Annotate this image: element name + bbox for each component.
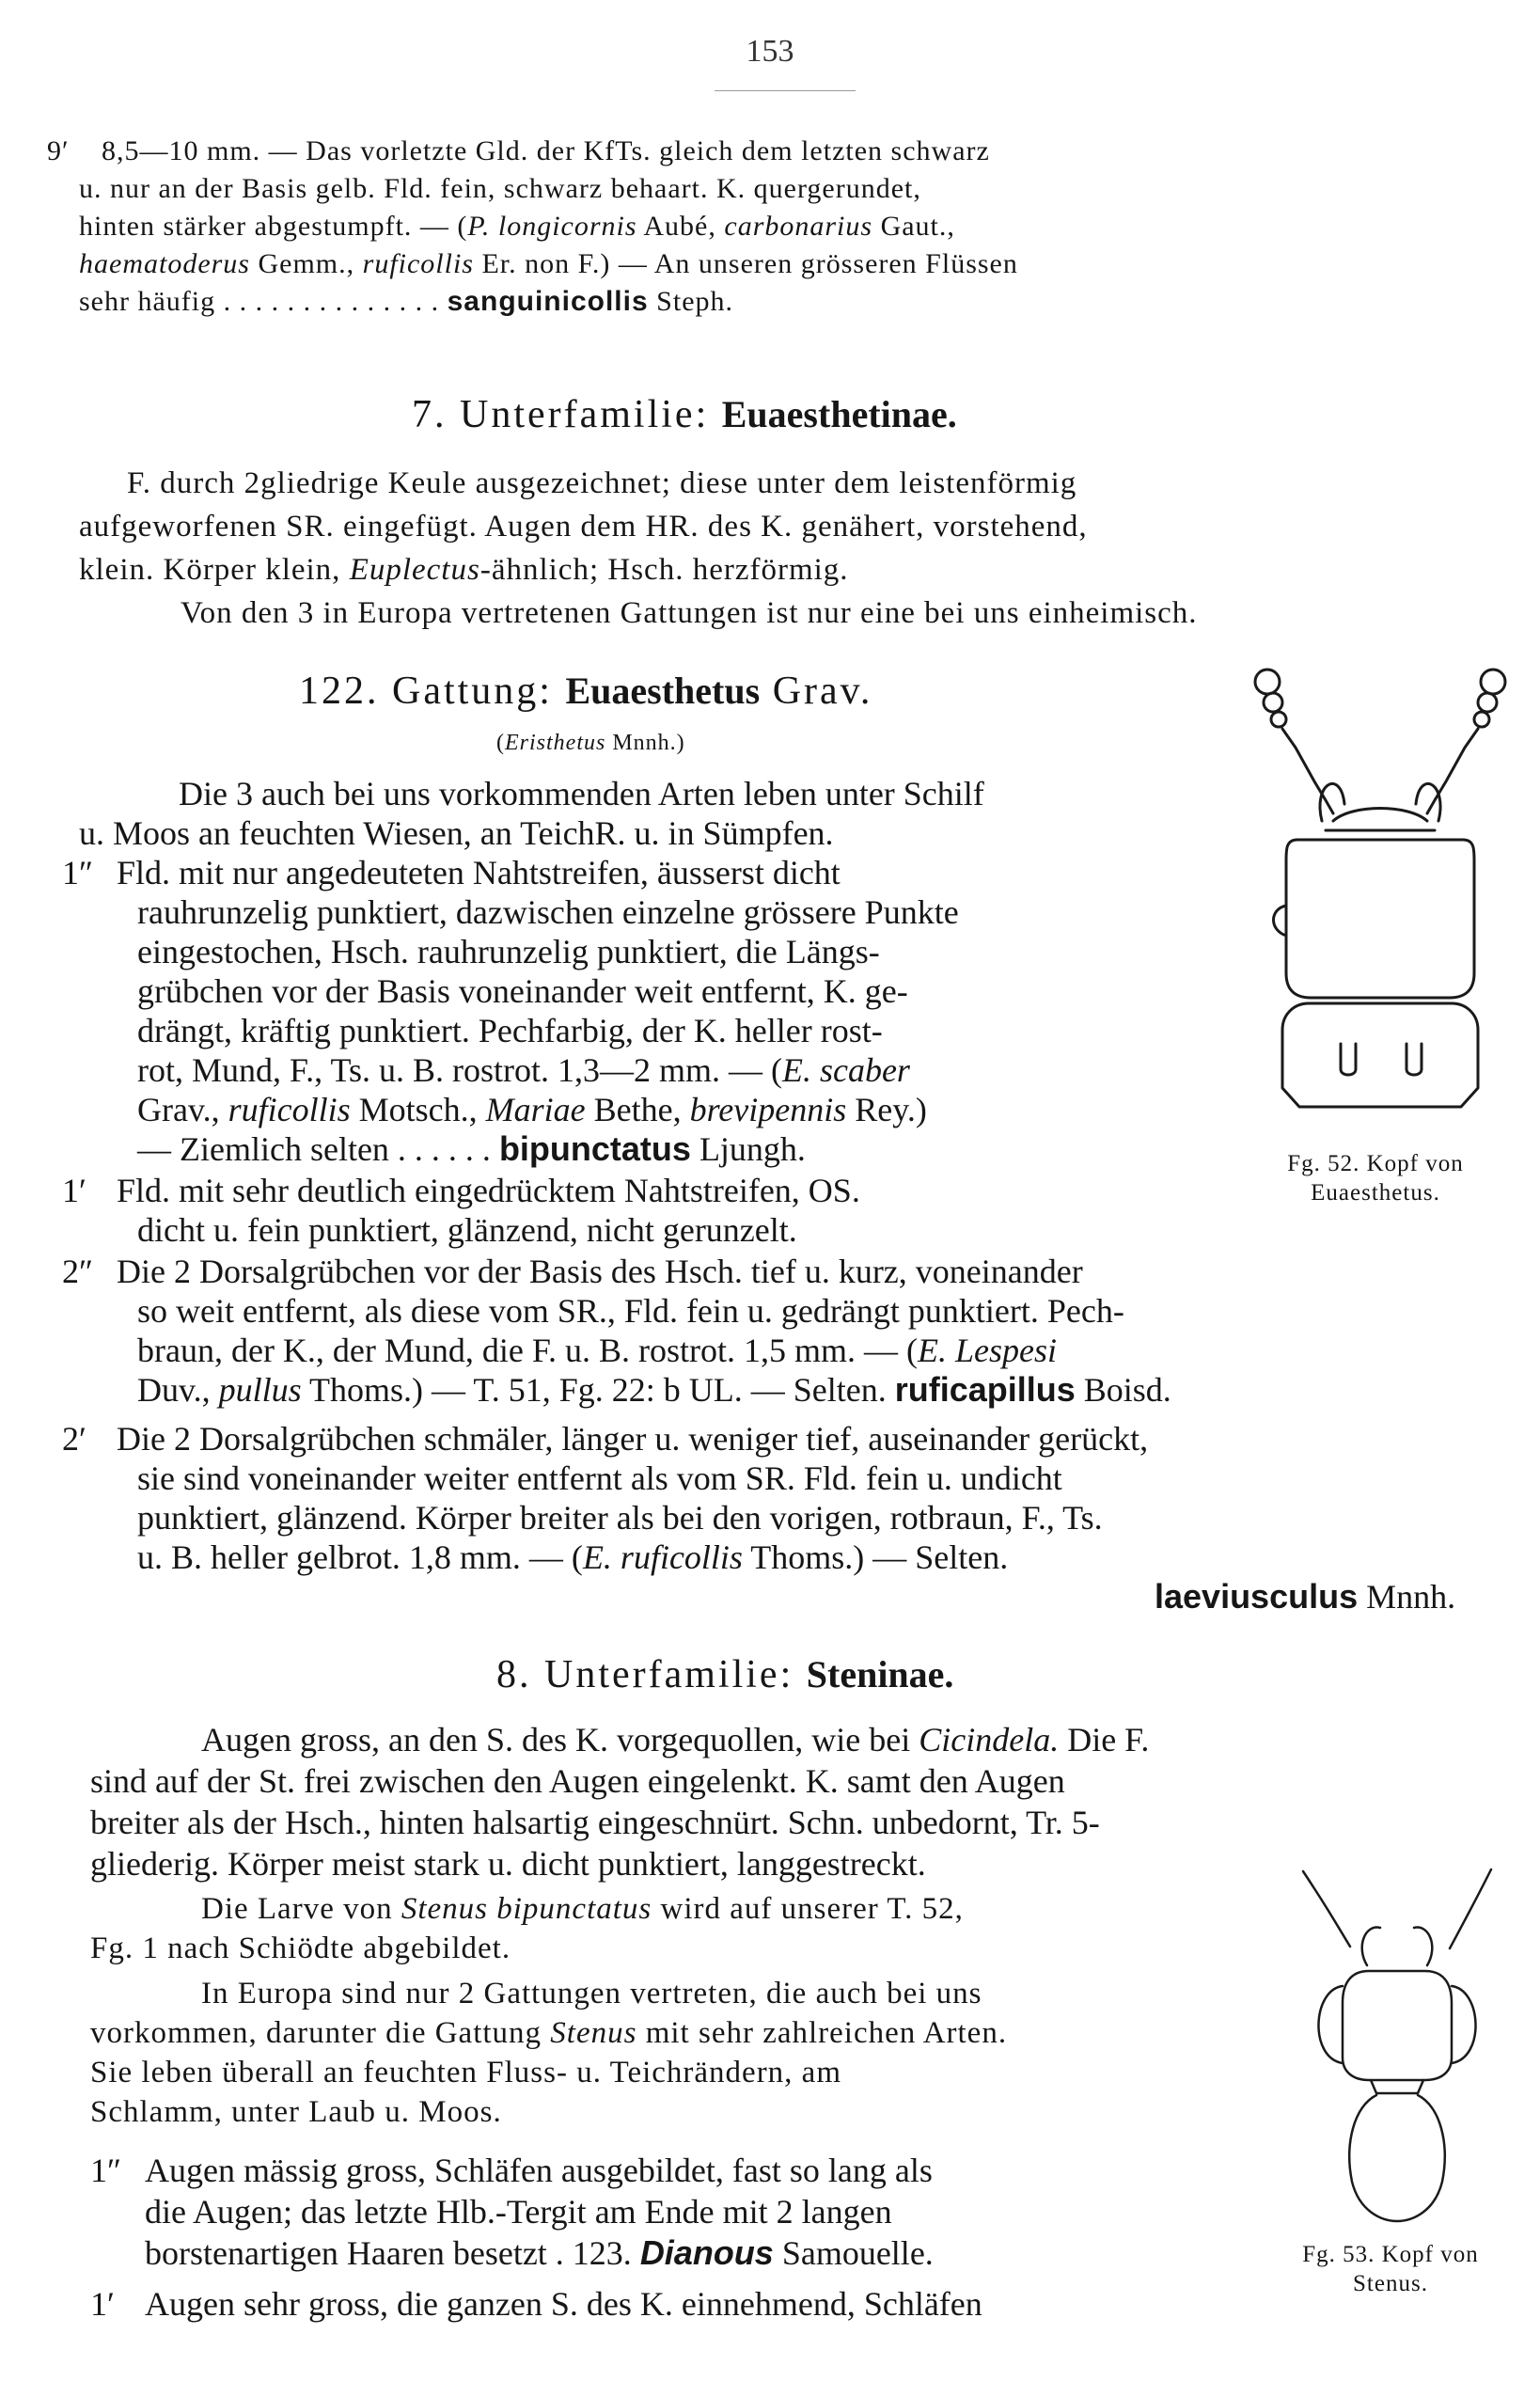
stenine-couplet-1pp-line-3: borstenartigen Haaren besetzt . 123. Dianous Samouelle.	[145, 2233, 934, 2272]
subfamily-8-text-3: breiter als der Hsch., hinten halsartig eingeschnürt. Schn. unbedornt, Tr. 5-	[90, 1804, 1100, 1841]
figure-53-caption-line-1: Fg. 53. Kopf von	[1302, 2242, 1479, 2267]
subfamily-7-text-2: aufgeworfenen SR. eingefügt. Augen dem HR. des K. genähert, vorstehend,	[79, 510, 1088, 544]
figure-52-caption	[1249, 1149, 1502, 1208]
figure-53-stenus-head	[1284, 1862, 1510, 2229]
couplet-1pp-line-8: — Ziemlich selten . . . . . . bipunctatus Ljungh.	[137, 1129, 806, 1168]
couplet-9-line-4: haematoderus Gemm., ruficollis Er. non F.) — An unseren grösseren Flüssen	[79, 248, 1018, 279]
genus-122-intro-2: u. Moos an feuchten Wiesen, an TeichR. u. in Sümpfen.	[79, 814, 834, 852]
couplet-1p-line-2: dicht u. fein punktiert, glänzend, nicht gerunzelt.	[137, 1211, 797, 1249]
figure-52-euaesthetus-head	[1239, 663, 1521, 1114]
couplet-9-line-5: sehr häufig . . . . . . . . . . . . . . sanguinicollis Steph.	[79, 286, 734, 317]
subfamily-8-text-8: vorkommen, darunter die Gattung Stenus mit sehr zahlreichen Arten.	[90, 2016, 1008, 2050]
subfamily-7-heading: 7. Unterfamilie: Euaesthetinae.	[412, 393, 957, 436]
subfamily-8-text-6: Fg. 1 nach Schiödte abgebildet.	[90, 1932, 511, 1965]
couplet-1pp-line-1: 1″ Fld. mit nur angedeuteten Nahtstreifen, äusserst dicht	[62, 854, 841, 891]
couplet-1pp-line-2: rauhrunzelig punktiert, dazwischen einzelne grössere Punkte	[137, 893, 959, 931]
couplet-2pp-line-1: 2″ Die 2 Dorsalgrübchen vor der Basis des Hsch. tief u. kurz, voneinander	[62, 1253, 1083, 1290]
subfamily-8-text-10: Schlamm, unter Laub u. Moos.	[90, 2095, 502, 2129]
couplet-2pp-line-3: braun, der K., der Mund, die F. u. B. rostrot. 1,5 mm. — (E. Lespesi	[137, 1332, 1058, 1369]
figure-53-caption-line-2: Stenus.	[1353, 2271, 1428, 2297]
couplet-1pp-line-4: grübchen vor der Basis voneinander weit entfernt, K. ge-	[137, 972, 908, 1010]
figure-53-caption	[1265, 2240, 1516, 2299]
couplet-1pp-line-7: Grav., ruficollis Motsch., Mariae Bethe, brevipennis Rey.)	[137, 1091, 927, 1128]
couplet-1pp-line-3: eingestochen, Hsch. rauhrunzelig punktiert, die Längs-	[137, 933, 880, 970]
couplet-2p-line-1: 2′ Die 2 Dorsalgrübchen schmäler, länger u. weniger tief, auseinander gerückt,	[62, 1420, 1149, 1458]
figure-52-caption-line-2: Euaesthetus.	[1311, 1180, 1440, 1206]
genus-122-intro-1: Die 3 auch bei uns vorkommenden Arten leben unter Schilf	[179, 775, 984, 812]
subfamily-8-text-9: Sie leben überall an feuchten Fluss- u. Teichrändern, am	[90, 2056, 841, 2089]
couplet-9-line-2: u. nur an der Basis gelb. Fld. fein, schwarz behaart. K. quergerundet,	[79, 173, 921, 204]
couplet-2pp-line-2: so weit entfernt, als diese vom SR., Fld. fein u. gedrängt punktiert. Pech-	[137, 1292, 1124, 1330]
couplet-2p-line-3: punktiert, glänzend. Körper breiter als bei den vorigen, rotbraun, F., Ts.	[137, 1499, 1103, 1537]
page-number: 153	[746, 34, 794, 69]
couplet-1pp-line-6: rot, Mund, F., Ts. u. B. rostrot. 1,3—2 mm. — (E. scaber	[137, 1051, 910, 1089]
couplet-1pp-line-5: drängt, kräftig punktiert. Pechfarbig, der K. heller rost-	[137, 1012, 883, 1049]
stenine-couplet-1p-line-1: 1′ Augen sehr gross, die ganzen S. des K. einnehmend, Schläfen	[90, 2285, 982, 2323]
subfamily-8-text-5: Die Larve von Stenus bipunctatus wird auf unserer T. 52,	[201, 1892, 964, 1926]
subfamily-8-text-2: sind auf der St. frei zwischen den Augen eingelenkt. K. samt den Augen	[90, 1762, 1065, 1800]
stenine-couplet-1pp-line-2: die Augen; das letzte Hlb.-Tergit am Ende mit 2 langen	[145, 2193, 892, 2231]
couplet-2pp-line-4: Duv., pullus Thoms.) — T. 51, Fg. 22: b UL. — Selten. ruficapillus Boisd.	[137, 1370, 1171, 1409]
stenine-couplet-1pp-line-1: 1″ Augen mässig gross, Schläfen ausgebildet, fast so lang als	[90, 2152, 933, 2189]
figure-52-caption-line-1: Fg. 52. Kopf von	[1287, 1151, 1464, 1176]
subfamily-8-text-4: gliederig. Körper meist stark u. dicht punktiert, langgestreckt.	[90, 1845, 926, 1883]
genus-122-heading: 122. Gattung: Euaesthetus Grav.	[299, 670, 873, 713]
subfamily-8-text-1: Augen gross, an den S. des K. vorgequollen, wie bei Cicindela. Die F.	[201, 1721, 1150, 1758]
page-number-rule	[715, 90, 856, 91]
couplet-2p-line-4: u. B. heller gelbrot. 1,8 mm. — (E. ruficollis Thoms.) — Selten.	[137, 1538, 1009, 1576]
subfamily-7-text-4: Von den 3 in Europa vertretenen Gattungen ist nur eine bei uns einheimisch.	[181, 596, 1198, 630]
subfamily-7-text-3: klein. Körper klein, Euplectus-ähnlich; Hsch. herzförmig.	[79, 553, 849, 587]
couplet-2p-line-5: laeviusculus Mnnh.	[1155, 1577, 1456, 1616]
genus-122-synonym: (Eristhetus Mnnh.)	[496, 731, 685, 755]
subfamily-8-text-7: In Europa sind nur 2 Gattungen vertreten, die auch bei uns	[201, 1977, 982, 2010]
subfamily-8-heading: 8. Unterfamilie: Steninae.	[496, 1653, 954, 1696]
couplet-2p-line-2: sie sind voneinander weiter entfernt als vom SR. Fld. fein u. undicht	[137, 1459, 1062, 1497]
couplet-9-line-3: hinten stärker abgestumpft. — (P. longicornis Aubé, carbonarius Gaut.,	[79, 211, 955, 242]
couplet-1p-line-1: 1′ Fld. mit sehr deutlich eingedrücktem Nahtstreifen, OS.	[62, 1172, 860, 1209]
subfamily-7-text-1: F. durch 2gliedrige Keule ausgezeichnet; diese unter dem leistenförmig	[127, 466, 1077, 500]
couplet-9-line-1: 9′ 8,5—10 mm. — Das vorletzte Gld. der KfTs. gleich dem letzten schwarz	[47, 135, 990, 166]
